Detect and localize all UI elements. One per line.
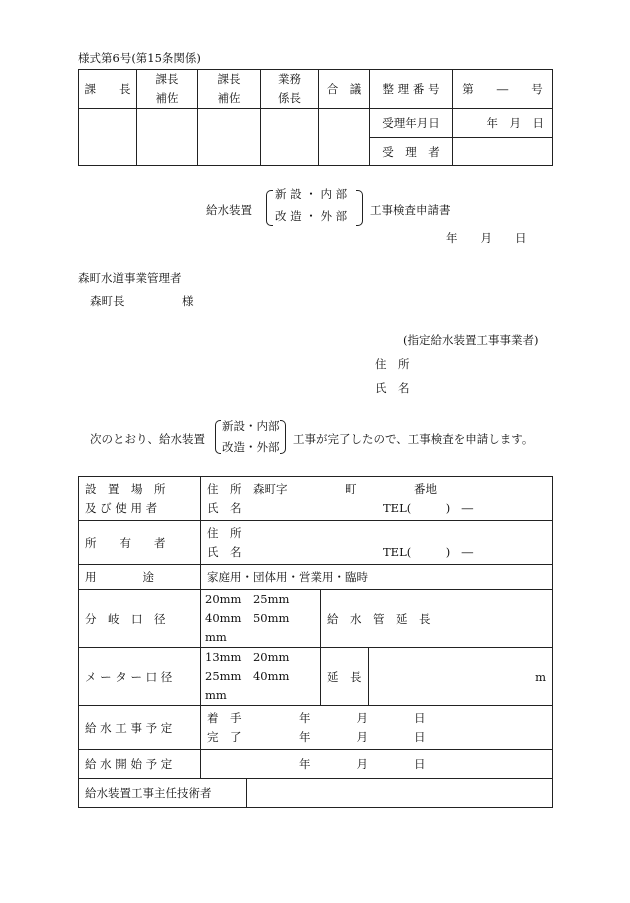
meter-label: メ ー タ ー 口 径: [79, 648, 201, 706]
use-value[interactable]: 家庭用・団体用・営業用・臨時: [201, 565, 553, 590]
supply-start-label: 給 水 開 始 予 定: [79, 750, 201, 779]
technician-value[interactable]: [247, 779, 553, 808]
location-label: 設 置 場 所 及 び 使 用 者: [79, 477, 201, 521]
pipe-length-label: 給 水 管 延 長: [321, 590, 553, 648]
meter-value[interactable]: 13mm 20mm 25mm 40mm mm: [201, 648, 321, 706]
title-brace-right: [356, 190, 363, 226]
form-number: 様式第6号(第15条関係): [78, 51, 201, 65]
body-pre: 次のとおり、給水装置: [90, 432, 205, 446]
title-option-1: 新 設 ・ 内 部: [275, 187, 348, 201]
location-value[interactable]: 住 所 森町字 町 番地 氏 名 TEL( ) ―: [201, 477, 553, 521]
uketsuke-label: 受理年月日: [370, 109, 453, 138]
approval-header-gyomu: 業務 係長: [261, 70, 319, 109]
addressee-mayor: 森町長 様: [90, 294, 194, 308]
juri-label: 受 理 者: [370, 138, 453, 166]
work-plan-value[interactable]: 着 手 年 月 日 完 了 年 月 日: [201, 706, 553, 750]
owner-label: 所 有 者: [79, 521, 201, 565]
body-option-1: 新設・内部: [222, 419, 280, 433]
owner-value[interactable]: 住 所 氏 名 TEL( ) ―: [201, 521, 553, 565]
extension-value[interactable]: m: [369, 648, 553, 706]
uketsuke-value: 年 月 日: [453, 109, 553, 138]
body-post: 工事が完了したので、工事検査を申請します。: [293, 432, 534, 446]
body-brace-right: [280, 420, 286, 454]
applicant-address-label: 住 所: [375, 357, 410, 371]
title-brace-left: [266, 190, 273, 226]
detail-table: [78, 476, 553, 808]
application-date: 年 月 日: [446, 231, 527, 245]
applicant-role: (指定給水装置工事事業者): [403, 333, 539, 347]
stamp-box-3[interactable]: [198, 109, 261, 166]
approval-header-hosa2: 課長 補佐: [198, 70, 261, 109]
title-suffix: 工事検査申請書: [370, 203, 451, 217]
branch-label: 分 岐 口 径: [79, 590, 201, 648]
stamp-box-5[interactable]: [319, 109, 370, 166]
approval-header-hosa1: 課長 補佐: [137, 70, 198, 109]
stamp-box-1[interactable]: [79, 109, 137, 166]
applicant-name-label: 氏 名: [375, 381, 410, 395]
title-option-2: 改 造 ・ 外 部: [275, 209, 348, 223]
extension-label: 延 長: [321, 648, 369, 706]
addressee-manager: 森町水道事業管理者: [78, 271, 182, 285]
work-plan-label: 給 水 工 事 予 定: [79, 706, 201, 750]
seiri-value: 第 ― 号: [453, 70, 553, 109]
branch-value[interactable]: 20mm 25mm 40mm 50mm mm: [201, 590, 321, 648]
body-brace-left: [215, 420, 221, 454]
seiri-label: 整 理 番 号: [370, 70, 453, 109]
supply-start-value[interactable]: 年 月 日: [201, 750, 553, 779]
approval-header-kacho: 課 長: [79, 70, 137, 109]
approval-header-aigi: 合 議: [319, 70, 370, 109]
technician-label: 給水装置工事主任技術者: [79, 779, 247, 808]
title-prefix: 給水装置: [206, 203, 252, 217]
body-option-2: 改造・外部: [222, 440, 280, 454]
use-label: 用 途: [79, 565, 201, 590]
juri-value[interactable]: [453, 138, 553, 166]
approval-table: [78, 69, 553, 166]
stamp-box-2[interactable]: [137, 109, 198, 166]
stamp-box-4[interactable]: [261, 109, 319, 166]
